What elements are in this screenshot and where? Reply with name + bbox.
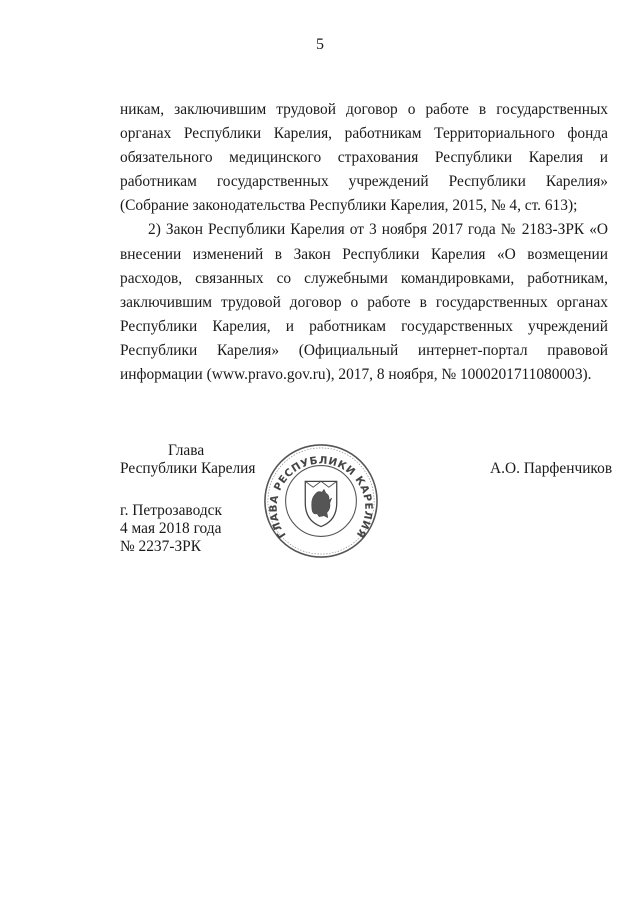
official-seal	[262, 442, 380, 560]
svg-text:ГЛАВА РЕСПУБЛИКИ КАРЕЛИЯ: ГЛАВА РЕСПУБЛИКИ КАРЕЛИЯ	[267, 454, 375, 541]
seal-stamp-icon	[262, 442, 380, 560]
page-number: 5	[316, 36, 324, 53]
paragraph-item-2: 2) Закон Республики Карелия от 3 ноября 2017 года № 2183-ЗРК «О внесении изменений в Закон Республики Карелия «О возмещении расходов, связанных со служебными командировками, работникам, заключившим трудовой договор о работе в государственных органах Республики Карелия, и работникам государственных учреждений Республики Карелия» (Официальный интернет-портал правовой информации (www.pravo.gov.ru), 2017, 8 ноября, № 1000201711080003).	[120, 221, 608, 384]
signatory-name: А.О. Парфенчиков	[490, 460, 613, 477]
signatory-title-line2: Республики Карелия	[120, 460, 256, 477]
paragraph-continuation: никам, заключившим трудовой договор о работе в государственных органах Республики Карелия, работникам Территориального фонда обязательного медицинского страхования Республики Карелия и работникам государственных учреждений Республики Карелия» (Собрание законодательства Республики Карелия, 2015, № 4, ст. 613);	[120, 101, 608, 215]
bear-coat-of-arms-icon	[305, 481, 336, 526]
law-number: № 2237-ЗРК	[120, 538, 201, 555]
signatory-title-line1: Глава	[168, 442, 205, 459]
signature-block	[120, 442, 255, 556]
body-text	[120, 98, 608, 387]
signing-date: 4 мая 2018 года	[120, 520, 222, 537]
signing-place: г. Петрозаводск	[120, 502, 222, 519]
